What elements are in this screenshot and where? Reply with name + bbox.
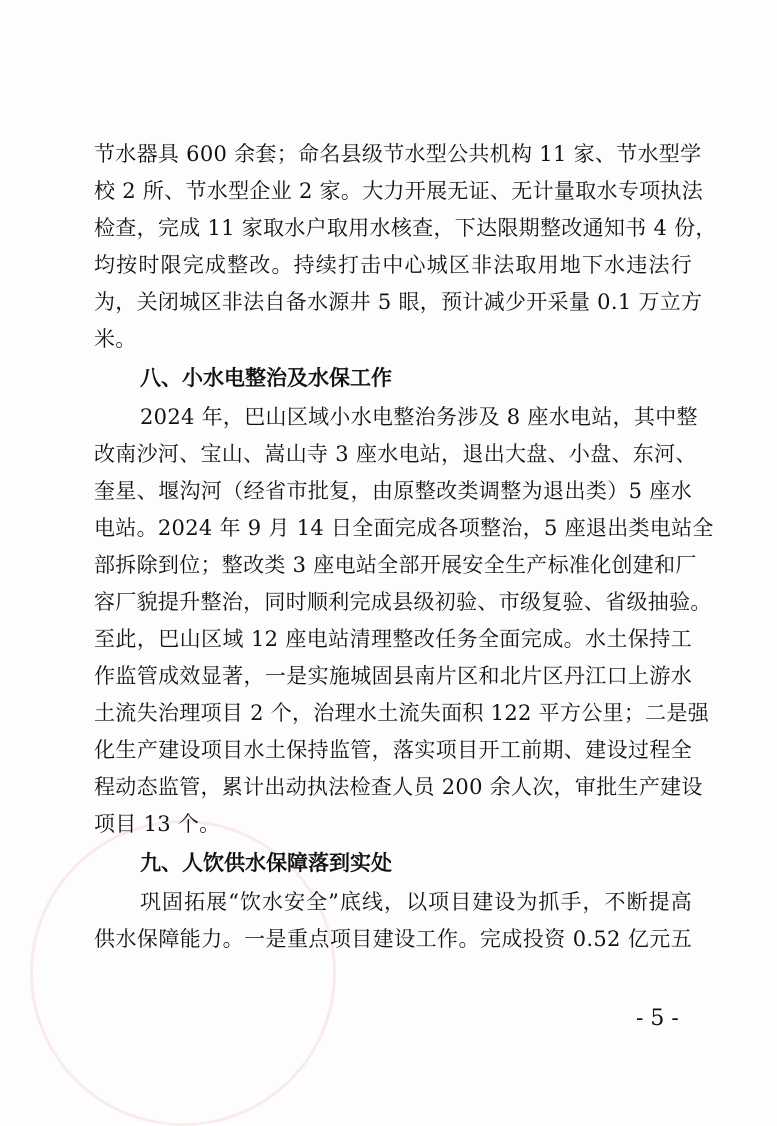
paragraph-line: 改南沙河、宝山、嵩山寺 3 座水电站，退出大盘、小盘、东河、 <box>94 442 697 466</box>
page-number: - 5 - <box>636 1006 679 1031</box>
paragraph-line: 奎星、堰沟河（经省市批复，由原整改类调整为退出类）5 座水 <box>94 479 692 503</box>
document-body <box>94 136 717 958</box>
paragraph-line: 至此，巴山区域 12 座电站清理整改任务全面完成。水土保持工 <box>94 627 692 651</box>
paragraph-line: 校 2 所、节水型企业 2 家。大力开展无证、无计量取水专项执法 <box>94 179 704 203</box>
section-heading-9: 九、人饮供水保障落到实处 <box>140 851 392 875</box>
paragraph-line: 节水器具 600 余套；命名县级节水型公共机构 11 家、节水型学 <box>94 142 702 166</box>
section-heading-8: 八、小水电整治及水保工作 <box>140 366 392 390</box>
paragraph-line: 容厂貌提升整治，同时顺利完成县级初验、市级复验、省级抽验。 <box>94 590 712 614</box>
paragraph-line: 巩固拓展“饮水安全”底线，以项目建设为抓手，不断提高 <box>140 890 692 914</box>
paragraph-line: 电站。2024 年 9 月 14 日全面完成各项整治，5 座退出类电站全 <box>94 516 714 540</box>
paragraph-line: 2024 年，巴山区域小水电整治务涉及 8 座水电站，其中整 <box>140 405 698 429</box>
paragraph-line: 土流失治理项目 2 个，治理水土流失面积 122 平方公里；二是强 <box>94 701 710 725</box>
paragraph-line: 检查，完成 11 家取水户取用水核查，下达限期整改通知书 4 份， <box>94 216 717 240</box>
paragraph-line: 为，关闭城区非法自备水源井 5 眼，预计减少开采量 0.1 万立方 <box>94 290 703 314</box>
paragraph-line: 部拆除到位；整改类 3 座电站全部开展安全生产标准化创建和厂 <box>94 553 697 577</box>
paragraph-line: 均按时限完成整改。持续打击中心城区非法取用地下水违法行 <box>94 253 692 277</box>
paragraph-line: 米。 <box>94 327 137 351</box>
paragraph-line: 作监管成效显著，一是实施城固县南片区和北片区丹江口上游水 <box>94 664 692 688</box>
paragraph-line: 供水保障能力。一是重点项目建设工作。完成投资 0.52 亿元五 <box>94 927 692 951</box>
paragraph-line: 项目 13 个。 <box>94 812 221 836</box>
paragraph-line: 化生产建设项目水土保持监管，落实项目开工前期、建设过程全 <box>94 738 692 762</box>
paragraph-line: 程动态监管，累计出动执法检查人员 200 余人次，审批生产建设 <box>94 775 703 799</box>
